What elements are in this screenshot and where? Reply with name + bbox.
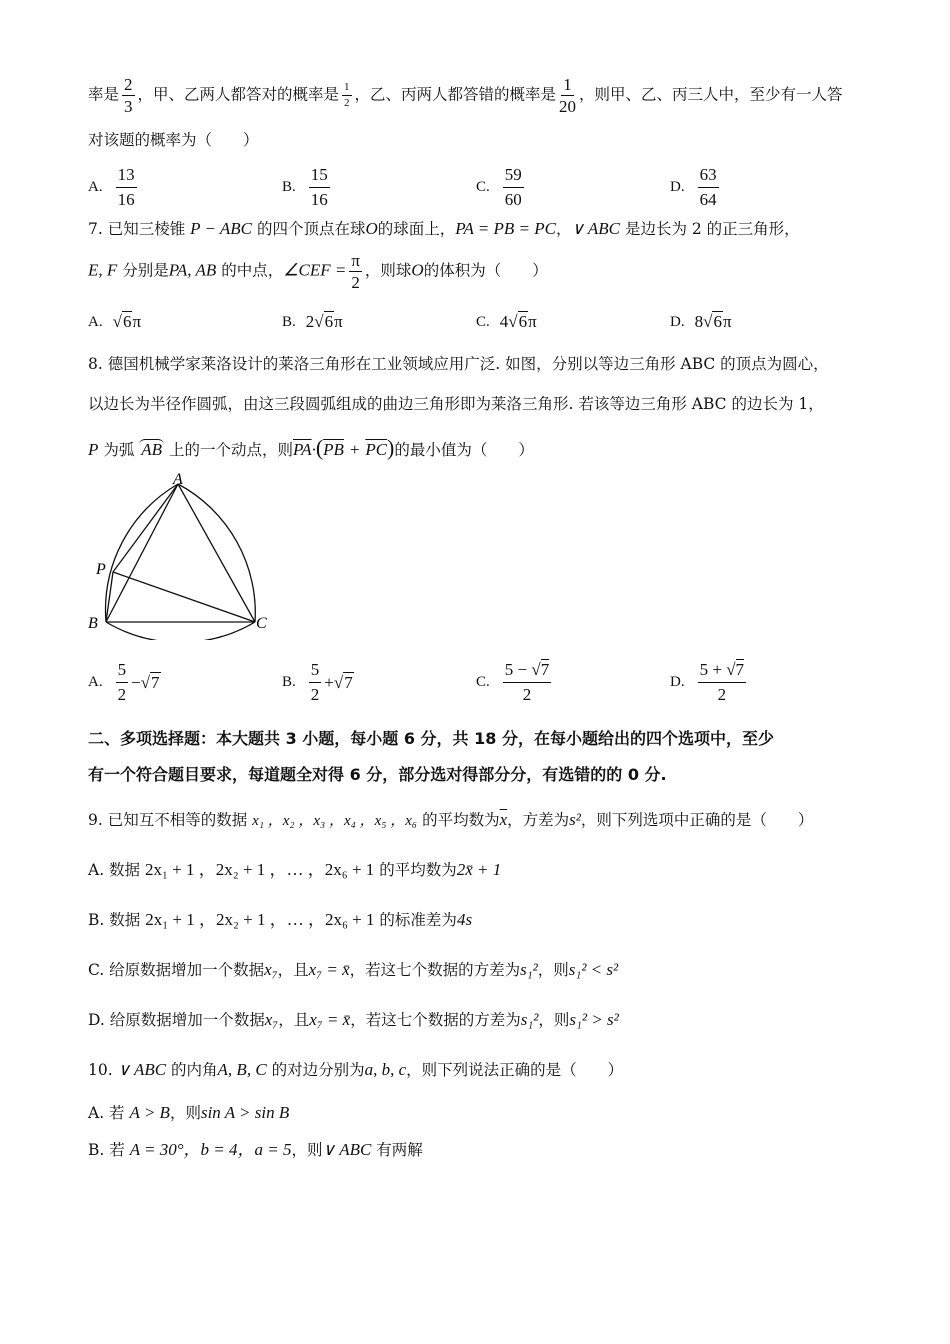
q6-line1: 率是 $\frac{2}{3}$ ，甲、乙两人都答对的概率是 $\frac{1}{2}$ ，乙、丙两人都答错的概率是 $\frac{1}{20}$ ，则甲、乙、丙三人中，至少有一人答 xyxy=(88,75,843,116)
q10-option-a: A. 若 A > B，则sin A > sin B xyxy=(88,1103,290,1122)
q7-line2: E, F 分别是PA, AB 的中点，∠CEF = $\frac{\pi}{2}$ ，则球O的体积为（ ） xyxy=(88,251,548,292)
q8-option-b: B. $\frac{5}{2}$ +√7 xyxy=(282,660,353,704)
q6-frac-3: $\frac{1}{20}$ xyxy=(559,75,577,116)
q9-option-c: C. 给原数据增加一个数据x₇，且x₇ = x̄，若这七个数据的方差为s₁²，则s₁² < s² xyxy=(88,960,619,979)
q6-line2: 对该题的概率为（ ） xyxy=(88,131,259,149)
q7-option-b: B. 2√6π xyxy=(282,312,343,331)
q7-option-c: C. 4√6π xyxy=(476,312,537,331)
q6-option-c: C. $\frac{59}{60}$ xyxy=(476,165,522,209)
q6-frac-2: $\frac{1}{2}$ xyxy=(344,81,350,109)
q6-option-a: A. $\frac{13}{16}$ xyxy=(88,165,135,209)
section2-heading-line2: 有一个符合题目要求，每道题全对得 6 分，部分选对得部分分，有选错的的 0 分. xyxy=(88,765,667,784)
q8-option-d: D. $\frac{5 + √7}{2}$ xyxy=(670,660,745,704)
q6-frac-1: $\frac{2}{3}$ xyxy=(124,75,133,116)
q6-option-d: D. $\frac{63}{64}$ xyxy=(670,165,717,209)
q8-line3: P 为弧 AB 上的一个动点，则$\overline{PA}\cdot(\overline{PB} + \overline{PC})$的最小值为（ ） xyxy=(88,435,534,460)
arc-bc xyxy=(106,622,255,640)
segment-pa xyxy=(113,484,178,572)
label-b: B xyxy=(88,615,98,632)
q9-stem: 9. 已知互不相等的数据 x₁ ，x₂ ，x₃ ，x₄ ，x₅ ，x₆ 的平均数为$\overline{x}$，方差为s²，则下列选项中正确的是（ ） xyxy=(88,810,814,829)
q7-option-d: D. 8√6π xyxy=(670,312,732,331)
q9-option-b: B. 数据 2x₁ + 1 ，2x₂ + 1 ，… ，2x₆ + 1 的标准差为4s xyxy=(88,910,473,929)
q7-option-a: A. √6π xyxy=(88,312,142,331)
q10-option-b: B. 若 A = 30°，b = 4，a = 5，则∨ ABC 有两解 xyxy=(88,1140,423,1159)
q8-line1: 8. 德国机械学家莱洛设计的莱洛三角形在工业领域应用广泛. 如图，分别以等边三角形 ABC 的顶点为圆心， xyxy=(88,355,829,373)
q6-option-b: B. $\frac{15}{16}$ xyxy=(282,165,328,209)
q8-option-c: C. $\frac{5 - √7}{2}$ xyxy=(476,660,550,704)
label-a: A xyxy=(173,471,183,488)
q7-line1: 7. 已知三棱锥 P − ABC 的四个顶点在球O的球面上，PA = PB = PC，∨ ABC 是边长为 2 的正三角形， xyxy=(88,219,800,238)
q8-option-a: A. $\frac{5}{2}$ −√7 xyxy=(88,660,160,704)
label-c: C xyxy=(256,615,267,632)
label-p: P xyxy=(96,561,106,578)
q9-option-d: D. 给原数据增加一个数据x₇，且x₇ = x̄，若这七个数据的方差为s₁²，则s₁² > s² xyxy=(88,1010,619,1029)
side-ac xyxy=(178,484,255,622)
q10-stem: 10. ∨ ABC 的内角A, B, C 的对边分别为a, b, c，则下列说法正确的是（ ） xyxy=(88,1060,624,1079)
segment-pc xyxy=(113,572,255,622)
section2-heading-line1: 二、多项选择题：本大题共 3 小题，每小题 6 分，共 18 分，在每小题给出的四个选项中，至少 xyxy=(88,729,774,748)
reuleaux-triangle-figure xyxy=(86,470,286,640)
q8-line2: 以边长为半径作圆弧，由这三段圆弧组成的曲边三角形即为莱洛三角形. 若该等边三角形 ABC 的边长为 1， xyxy=(88,395,824,413)
q9-option-a: A. 数据 2x₁ + 1 ，2x₂ + 1 ，… ，2x₆ + 1 的平均数为2x̄ + 1 xyxy=(88,860,502,879)
